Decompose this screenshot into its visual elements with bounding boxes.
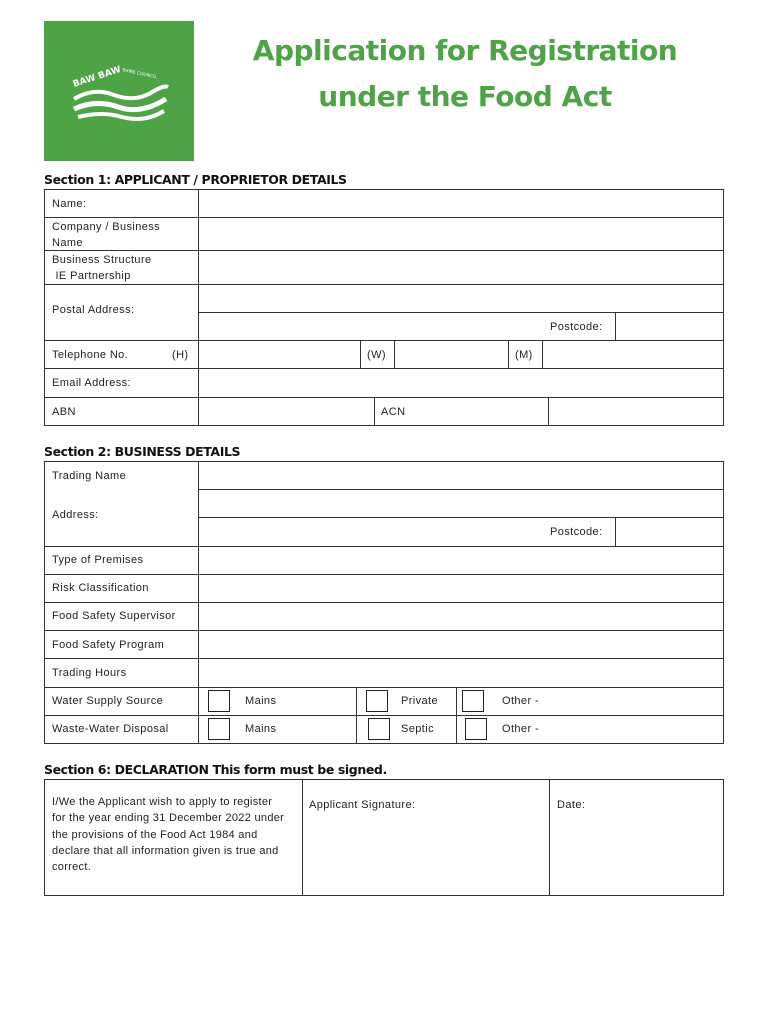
title-line-2: under the Food Act [318,80,612,113]
company-name-field[interactable] [199,218,723,250]
mobile-phone-field[interactable] [543,341,723,368]
waste-septic-label: Septic [401,723,434,735]
trading-name-field[interactable] [199,462,723,489]
signature-label: Applicant Signature: [309,799,416,811]
postal-address-label: Postal Address: [52,304,135,316]
supervisor-field[interactable] [199,603,723,630]
risk-class-field[interactable] [199,575,723,602]
svg-text:BAW BAW: BAW BAW [71,64,123,90]
abn-label: ABN [52,406,76,418]
trading-hours-label: Trading Hours [52,667,127,679]
business-address-label: Address: [52,509,99,521]
trading-name-label: Trading Name [52,470,127,482]
page-title [200,28,730,120]
water-mains-label: Mains [245,695,277,707]
name-label: Name: [52,198,87,210]
work-phone-label: (W) [367,349,386,361]
postcode-field[interactable] [616,313,723,340]
svg-text:SHIRE COUNCIL: SHIRE COUNCIL [121,68,158,81]
program-field[interactable] [199,631,723,658]
premises-type-field[interactable] [199,547,723,574]
email-field[interactable] [199,369,723,397]
trading-hours-field[interactable] [199,659,723,687]
logo-wave-graphic [44,21,194,161]
water-mains-checkbox[interactable] [208,690,230,712]
premises-type-label: Type of Premises [52,554,144,566]
declaration-text: I/We the Applicant wish to apply to register for the year ending 31 December 2022 under the provisions of the Food Act 1984 and declare that all information given is true and correct. [52,796,285,874]
council-logo [44,21,194,161]
risk-class-label: Risk Classification [52,582,149,594]
section2-heading: Section 2: BUSINESS DETAILS [44,444,241,459]
work-phone-field[interactable] [395,341,508,368]
company-label-line2: Name [52,237,83,249]
water-private-checkbox[interactable] [366,690,388,712]
signature-field[interactable] [303,815,549,895]
postal-address-field[interactable] [199,285,723,312]
program-label: Food Safety Program [52,639,165,651]
name-field[interactable] [199,190,723,217]
title-line-1: Application for Registration [252,34,678,67]
waste-septic-checkbox[interactable] [368,718,390,740]
home-phone-label: (H) [172,349,189,361]
company-label-line1: Company / Business [52,221,161,233]
waste-water-label: Waste-Water Disposal [52,723,169,735]
structure-label-line2: IE Partnership [52,270,131,282]
water-supply-label: Water Supply Source [52,695,164,707]
water-other-label: Other - [502,695,540,707]
home-phone-field[interactable] [199,341,360,368]
acn-label: ACN [381,406,406,418]
water-private-label: Private [401,695,439,707]
date-label: Date: [557,799,586,811]
section1-heading: Section 1: APPLICANT / PROPRIETOR DETAILS [44,172,347,187]
section6-heading: Section 6: DECLARATION This form must be signed. [44,762,387,777]
waste-other-label: Other - [502,723,540,735]
email-label: Email Address: [52,377,131,389]
waste-other-checkbox[interactable] [465,718,487,740]
postcode-label: Postcode: [550,321,603,333]
mobile-phone-label: (M) [515,349,533,361]
business-postcode-label: Postcode: [550,526,603,538]
waste-mains-label: Mains [245,723,277,735]
business-postcode-field[interactable] [616,518,723,546]
date-field[interactable] [550,815,723,895]
supervisor-label: Food Safety Supervisor [52,610,176,622]
water-other-checkbox[interactable] [462,690,484,712]
business-structure-field[interactable] [199,251,723,284]
waste-mains-checkbox[interactable] [208,718,230,740]
structure-label-line1: Business Structure [52,254,152,266]
business-address-field[interactable] [199,490,723,517]
abn-field[interactable] [199,398,374,425]
acn-field[interactable] [549,398,723,425]
telephone-label: Telephone No. [52,349,129,361]
